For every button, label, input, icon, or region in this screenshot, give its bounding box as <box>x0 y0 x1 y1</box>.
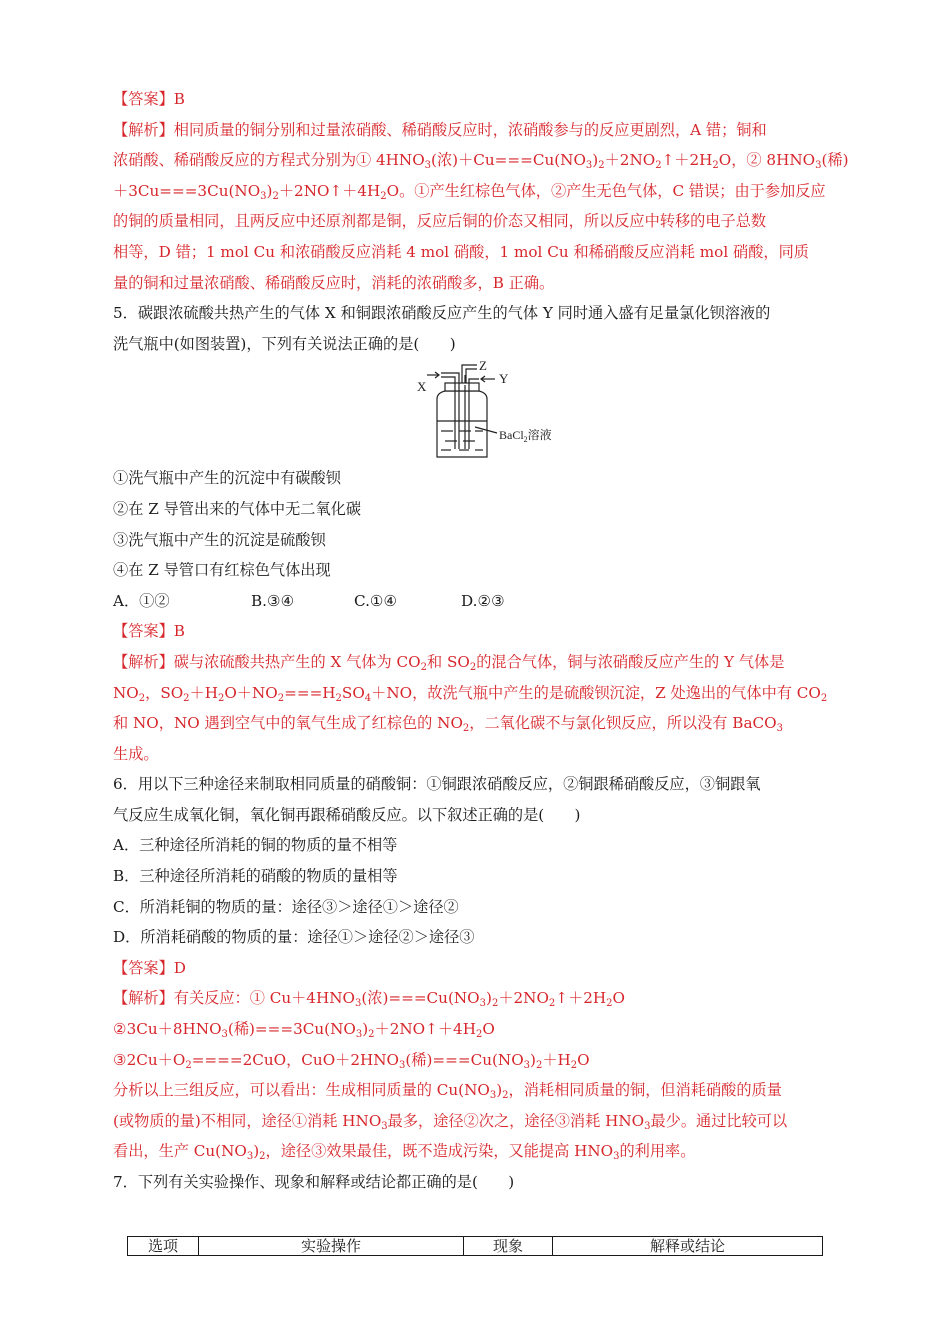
q4-answer: 【答案】B <box>113 90 185 108</box>
label-z: Z <box>479 361 487 374</box>
q5-option-b: B.③④ <box>251 591 295 610</box>
q4-analysis-line-4: 的铜的质量相同，且两反应中还原剂都是铜，反应后铜的价态又相同，所以反应中转移的电子总数 <box>113 212 767 231</box>
table-header-row <box>128 1237 823 1256</box>
label-y: Y <box>499 371 509 387</box>
q5-answer: 【答案】B <box>113 622 185 641</box>
q6-reaction-3: $③2Cu+O_2====2CuO$，$CuO+2HNO_3$(稀)$===Cu(NO_3)_2+H_2O$ <box>113 1050 590 1071</box>
q6-option-c: C．所消耗铜的物质的量：途径③＞途径①＞途径② <box>113 897 459 916</box>
q4-analysis-line-6: 量的铜和过量浓硝酸、稀硝酸反应时，消耗的浓硝酸多，B 正确。 <box>113 273 555 292</box>
q5-item-3: ③洗气瓶中产生的沉淀是硫酸钡 <box>113 530 326 549</box>
gas-washing-bottle-diagram <box>415 361 565 461</box>
document-page <box>113 84 849 1198</box>
q5-option-c: C.①④ <box>354 591 398 610</box>
gas-washing-bottle-figure <box>113 359 838 463</box>
q4-analysis-line-1: 【解析】相同质量的铜分别和过量浓硝酸、稀硝酸反应时，浓硝酸参与的反应更剧烈，A 错；铜和 <box>113 120 767 139</box>
q5-option-d: D.②③ <box>461 591 505 610</box>
q7-stem: 7．下列有关实验操作、现象和解释或结论都正确的是( ) <box>113 1173 515 1191</box>
q6-option-d: D．所消耗硝酸的物质的量：途径①＞途径②＞途径③ <box>113 928 475 947</box>
q6-option-b: B．三种途径所消耗的硝酸的物质的量相等 <box>113 867 398 886</box>
q5-option-a: A．①② <box>113 591 170 610</box>
q5-options <box>113 586 838 617</box>
q5-item-2: ②在 Z 导管出来的气体中无二氧化碳 <box>113 499 362 518</box>
q6-option-a: A．三种途径所消耗的铜的物质的量不相等 <box>113 836 398 855</box>
q5-item-1: ①洗气瓶中产生的沉淀中有碳酸钡 <box>113 469 341 488</box>
q5-analysis-line-4: 生成。 <box>113 744 159 763</box>
q4-analysis-line-2: 浓硝酸、稀硝酸反应的方程式分别为① $4HNO_3$(浓)$+Cu===Cu(NO_3)_2+2NO_2↑+2H_2O$，② $8HNO_3$(稀) <box>113 151 849 172</box>
q6-analysis-line-1: 分析以上三组反应，可以看出：生成相同质量的 $Cu(NO_3)_2$，消耗相同质量的铜，但消耗硝酸的质量 <box>113 1081 782 1102</box>
q6-answer: 【答案】D <box>113 958 186 977</box>
table-header-cell: 解释或结论 <box>553 1237 823 1256</box>
q6-reaction-1: 【解析】有关反应：① $Cu+4HNO_3$(浓)$===Cu(NO_3)_2+2NO_2↑+2H_2O$ <box>113 989 625 1010</box>
q7-table <box>127 1236 823 1256</box>
q5-analysis-line-3: 和 NO，NO 遇到空气中的氧气生成了红棕色的 $NO_2$，二氧化碳不与氯化钡反应，所以没有 BaCO$_3$ <box>113 714 783 735</box>
q4-analysis-line-5: 相等，D 错；1 mol Cu 和浓硝酸反应消耗 4 mol 硝酸，1 mol Cu 和稀硝酸反应消耗 mol 硝酸，同质 <box>113 242 809 261</box>
table-header-cell: 实验操作 <box>199 1237 464 1256</box>
label-solution: BaCl$_2$溶液 <box>499 428 552 445</box>
q6-stem-line-1: 6．用以下三种途径来制取相同质量的硝酸铜：①铜跟浓硝酸反应，②铜跟稀硝酸反应，③铜跟氧 <box>113 775 761 794</box>
q4-analysis-line-3: $+3Cu===3Cu(NO_3)_2+2NO↑+4H_2O$。①产生红棕色气体，②产生无色气体，C 错误；由于参加反应 <box>113 181 826 202</box>
q5-item-4: ④在 Z 导管口有红棕色气体出现 <box>113 561 331 580</box>
q5-stem-line-2: 洗气瓶中(如图装置)，下列有关说法正确的是( ) <box>113 334 456 353</box>
q6-analysis-line-3: 看出，生产 $Cu(NO_3)_2$，途径③效果最佳，既不造成污染，又能提高 $HNO_3$的利用率。 <box>113 1142 696 1163</box>
q6-stem-line-2: 气反应生成氧化铜，氧化铜再跟稀硝酸反应。以下叙述正确的是( ) <box>113 805 581 824</box>
table-header-cell: 选项 <box>128 1237 199 1256</box>
table-header-cell: 现象 <box>464 1237 553 1256</box>
q5-stem-line-1: 5．碳跟浓硫酸共热产生的气体 X 和铜跟浓硝酸反应产生的气体 Y 同时通入盛有足量氯化钡溶液的 <box>113 304 771 323</box>
label-x: X <box>417 379 427 395</box>
q6-analysis-line-2: (或物质的量)不相同，途径①消耗 $HNO_3$最多，途径②次之，途径③消耗 $HNO_3$最少。通过比较可以 <box>113 1111 788 1132</box>
q5-analysis-line-2: $NO_2$，$SO_2+H_2O+NO_2===H_2SO_4+NO$，故洗气瓶中产生的是硫酸钡沉淀，Z 处逸出的气体中有 $CO_2$ <box>113 683 828 704</box>
q6-reaction-2: $②3Cu+8HNO_3$(稀)$===3Cu(NO_3)_2+2NO↑+4H_2O$ <box>113 1020 495 1041</box>
q5-analysis-line-1: 【解析】碳与浓硫酸共热产生的 X 气体为 $CO_2$和 $SO_2$的混合气体，铜与浓硝酸反应产生的 Y 气体是 <box>113 652 785 673</box>
